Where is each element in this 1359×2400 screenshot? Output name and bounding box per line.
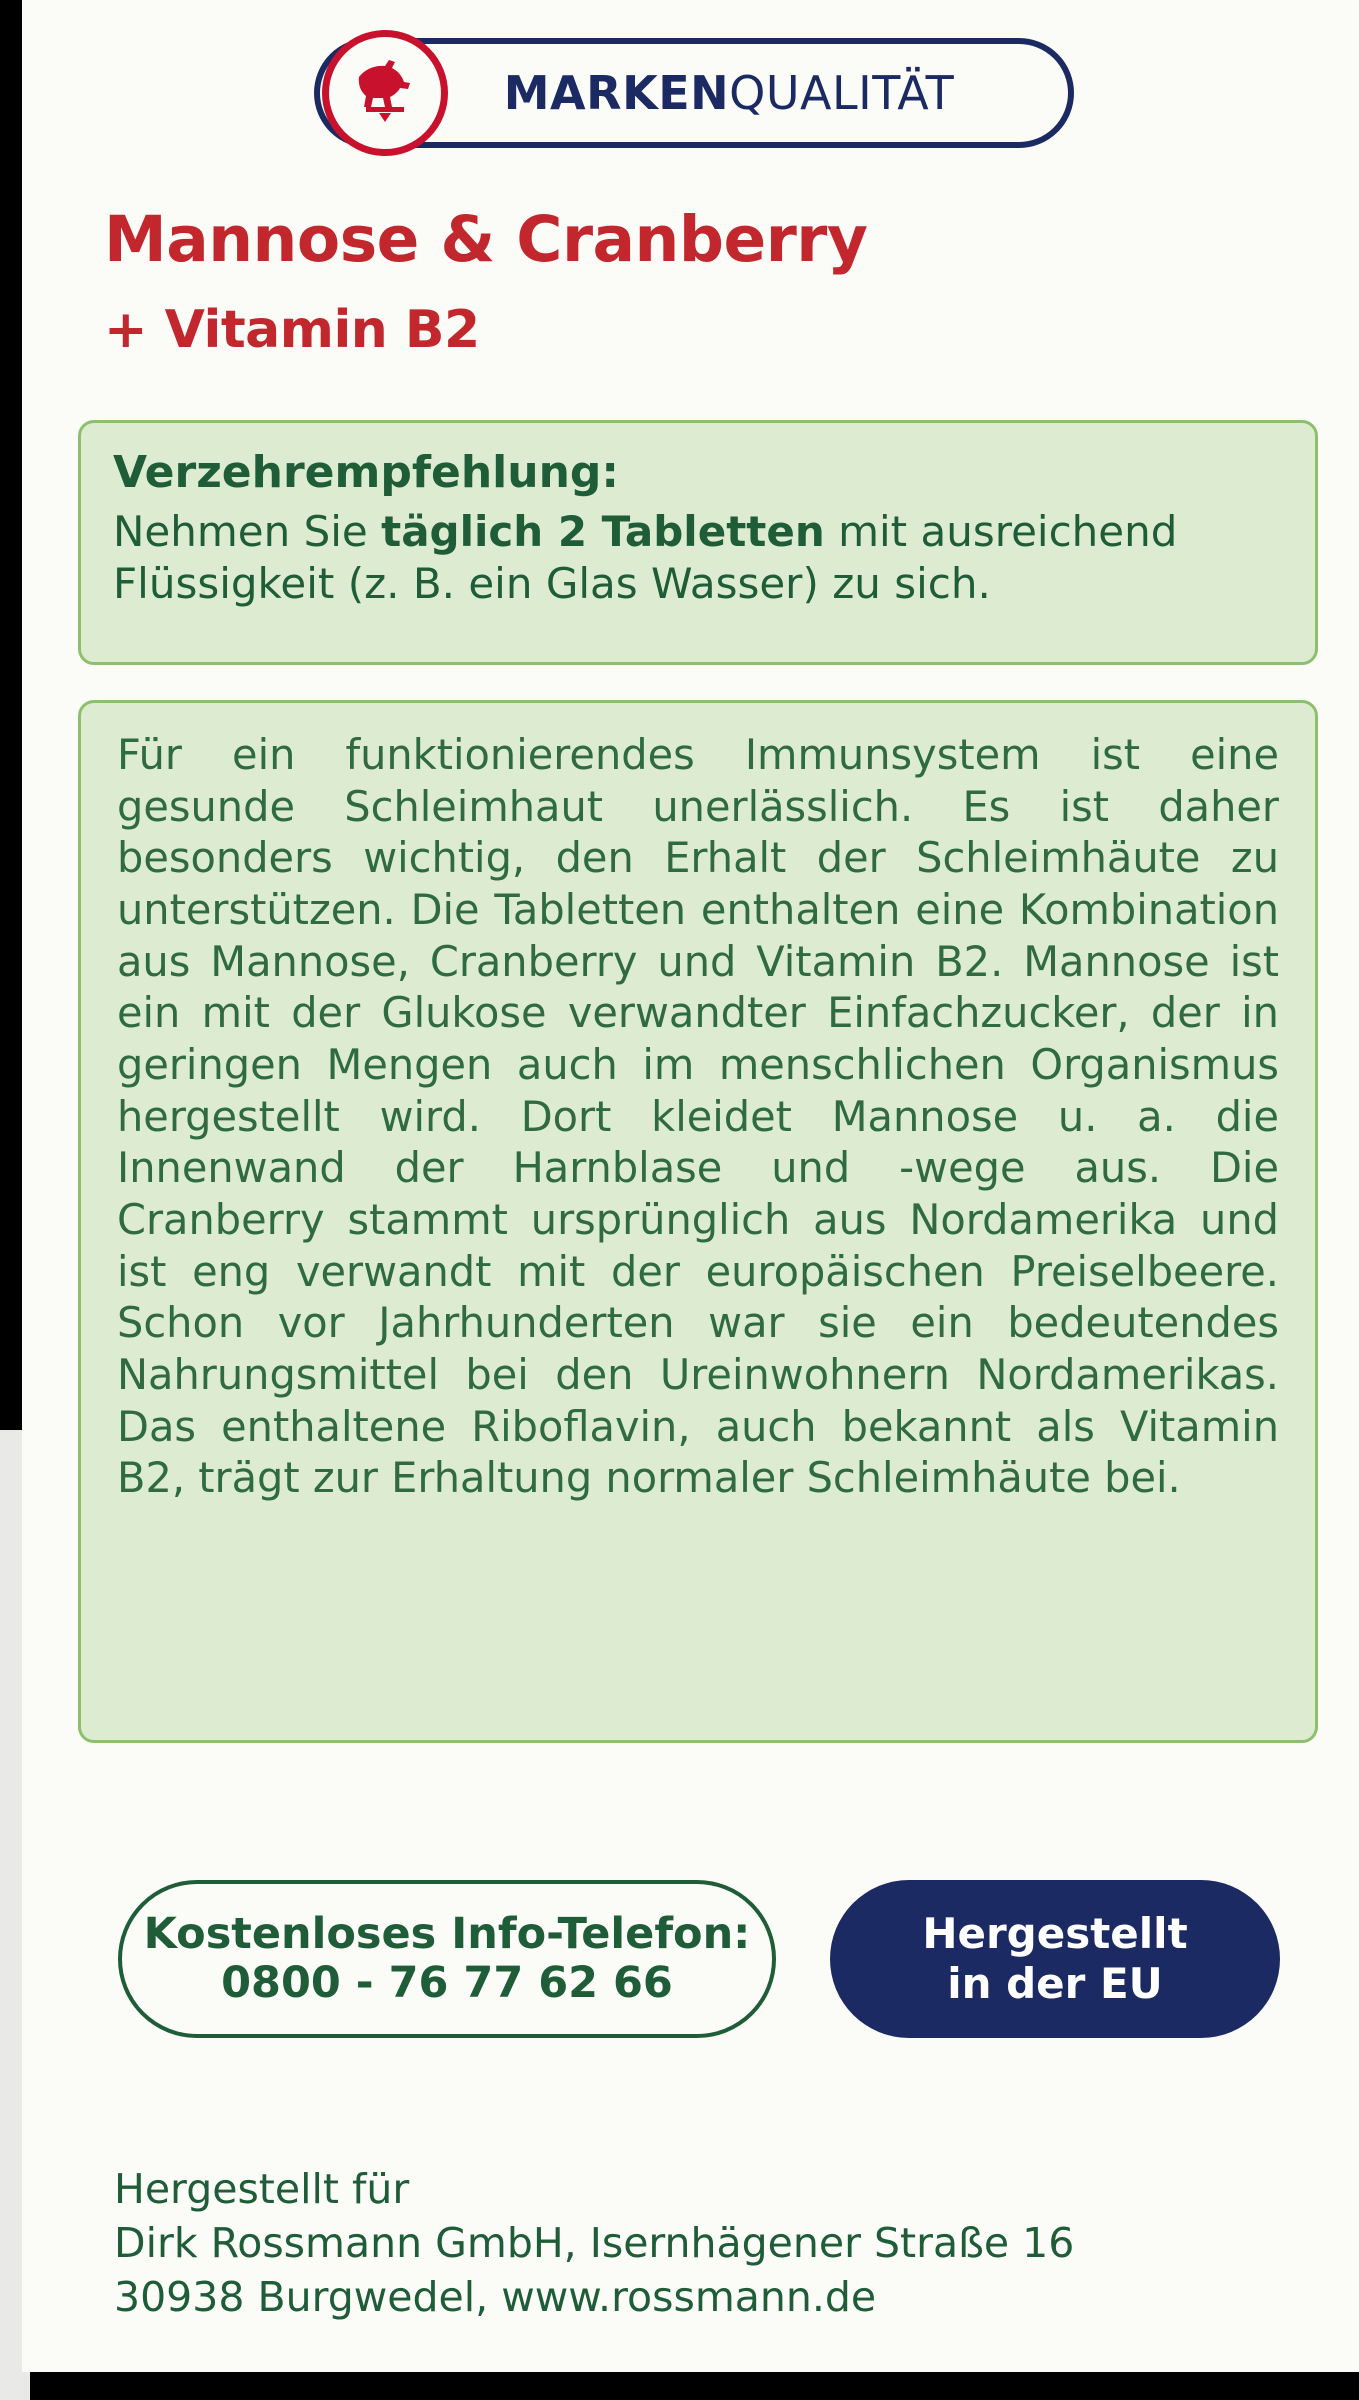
manufacturer-line3: 30938 Burgwedel, www.rossmann.de <box>114 2273 877 2322</box>
package-content <box>22 0 1359 2372</box>
dosage-text <box>113 506 1283 611</box>
brand-quality-label <box>504 66 954 120</box>
made-in-eu-line2: in der EU <box>947 1959 1163 2008</box>
brand-quality-label-light: QUALITÄT <box>729 66 955 120</box>
product-information-box <box>78 700 1318 1743</box>
product-information-text: Für ein funktionierendes Immunsystem ist eine gesunde Schleimhaut unerlässlich. Es ist daher besonders wichtig, den Erhalt der Schleimhäute zu unterstützen. Die Tabletten enthalten eine Kombination aus Mannose, Cranberry und Vitamin B2. Mannose ist ein mit der Glukose verwandter Einfachzucker, der in geringen Mengen auch im menschlichen Organismus hergestellt wird. Dort kleidet Mannose u. a. die Innenwand der Harnblase und -wege aus. Die Cranberry stammt ursprünglich aus Nordamerika und ist eng verwandt mit der europäischen Preiselbeere. Schon vor Jahrhunderten war sie ein bedeutendes Nahrungsmittel bei den Ureinwohnern Nordamerikas. Das enthaltene Riboflavin, auch bekannt als Vitamin B2, trägt zur Erhaltung normaler Schleimhäute bei. <box>117 730 1279 1503</box>
made-in-eu-badge <box>830 1880 1280 2038</box>
dosage-text-part2: mit ausreichend Flüssigkeit (z. B. ein Glas Wasser) zu sich. <box>113 506 1178 609</box>
made-in-eu-line1: Hergestellt <box>922 1909 1188 1959</box>
product-subtitle: + Vitamin B2 <box>104 300 480 360</box>
dosage-text-part1: Nehmen Sie <box>113 506 382 556</box>
manufacturer-line1: Hergestellt für <box>114 2165 410 2213</box>
info-phone-label: Kostenloses Info-Telefon: <box>143 1908 751 1959</box>
product-package-panel <box>22 0 1359 2372</box>
manufacturer-line2: Dirk Rossmann GmbH, Isernhägener Straße 16 <box>114 2219 1075 2268</box>
horse-rider-logo-icon <box>322 30 448 156</box>
product-title: Mannose & Cranberry <box>104 203 868 276</box>
dosage-recommendation-box <box>78 420 1318 665</box>
dosage-heading: Verzehrempfehlung: <box>113 447 619 498</box>
dosage-text-bold: täglich 2 Tabletten <box>381 506 825 556</box>
brand-quality-label-bold: MARKEN <box>503 66 730 120</box>
info-phone-badge[interactable] <box>118 1880 776 2038</box>
info-phone-number: 0800 - 76 77 62 66 <box>221 1958 673 2008</box>
manufacturer-block <box>114 2162 1294 2324</box>
